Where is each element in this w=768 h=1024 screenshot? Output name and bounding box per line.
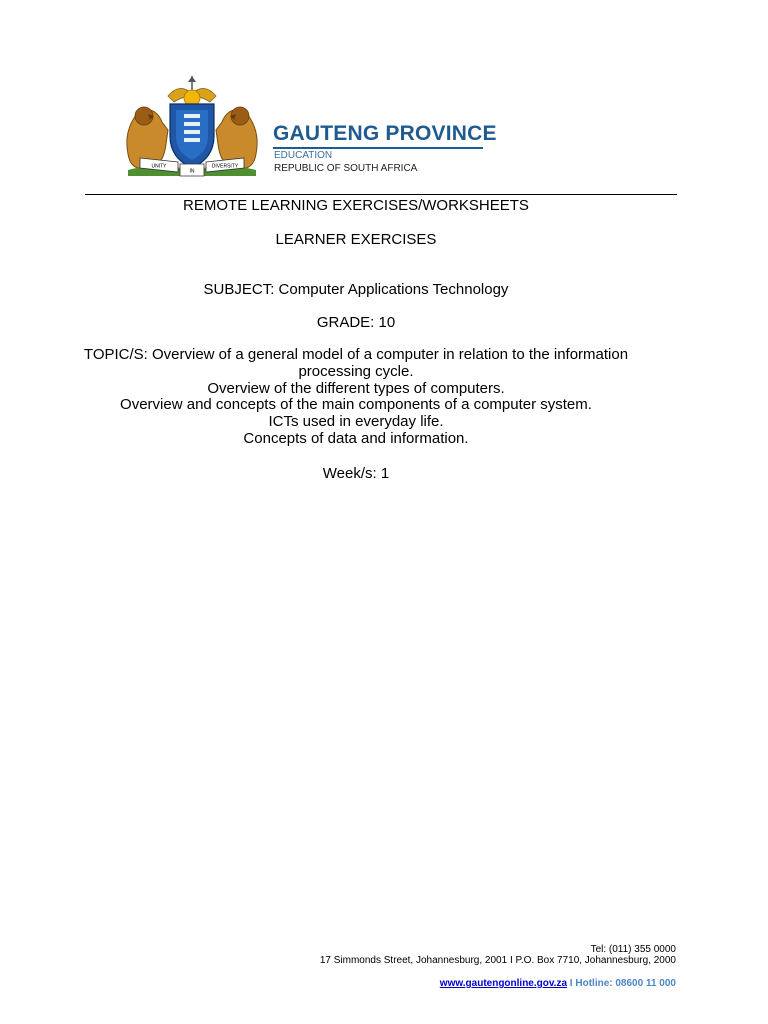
motto-unity: UNITY [151,163,167,170]
topic-line: TOPIC/S: Overview of a general model of a computer in relation to the information [83,346,629,363]
brand-divider [273,147,483,149]
subject-line: SUBJECT: Computer Applications Technology [203,281,509,298]
topic-line: Concepts of data and information. [243,429,469,447]
department-label: EDUCATION [274,150,333,161]
motto-diversity: DIVERSITY [211,163,239,170]
hotline-number: Hotline: 08600 11 000 [575,978,676,989]
footer-address: 17 Simmonds Street, Johannesburg, 2001 I P.O. Box 7710, Johannesburg, 2000 [319,955,676,966]
motto-in: IN [189,168,195,175]
topic-line: Overview and concepts of the main components of a computer system. [120,396,592,414]
grade-line: GRADE: 10 [316,314,396,331]
topics-block [60,347,652,448]
header-divider [85,194,677,195]
footer-tel: Tel: (011) 355 0000 [590,944,676,955]
country-label: REPUBLIC OF SOUTH AFRICA [274,163,418,174]
document-subheading: LEARNER EXERCISES [275,231,437,248]
province-title: GAUTENG PROVINCE [273,122,497,145]
website-link[interactable]: www.gautengonline.gov.za [439,978,568,989]
topic-line: Overview of the different types of computers. [207,379,505,397]
footer-contact [440,978,676,989]
topic-line: processing cycle. [298,362,414,380]
weeks-line: Week/s: 1 [322,465,390,482]
footer-separator: I [567,978,576,989]
coat-of-arms-icon [118,74,266,184]
topic-line: ICTs used in everyday life. [268,413,444,431]
document-heading: REMOTE LEARNING EXERCISES/WORKSHEETS [183,197,529,214]
